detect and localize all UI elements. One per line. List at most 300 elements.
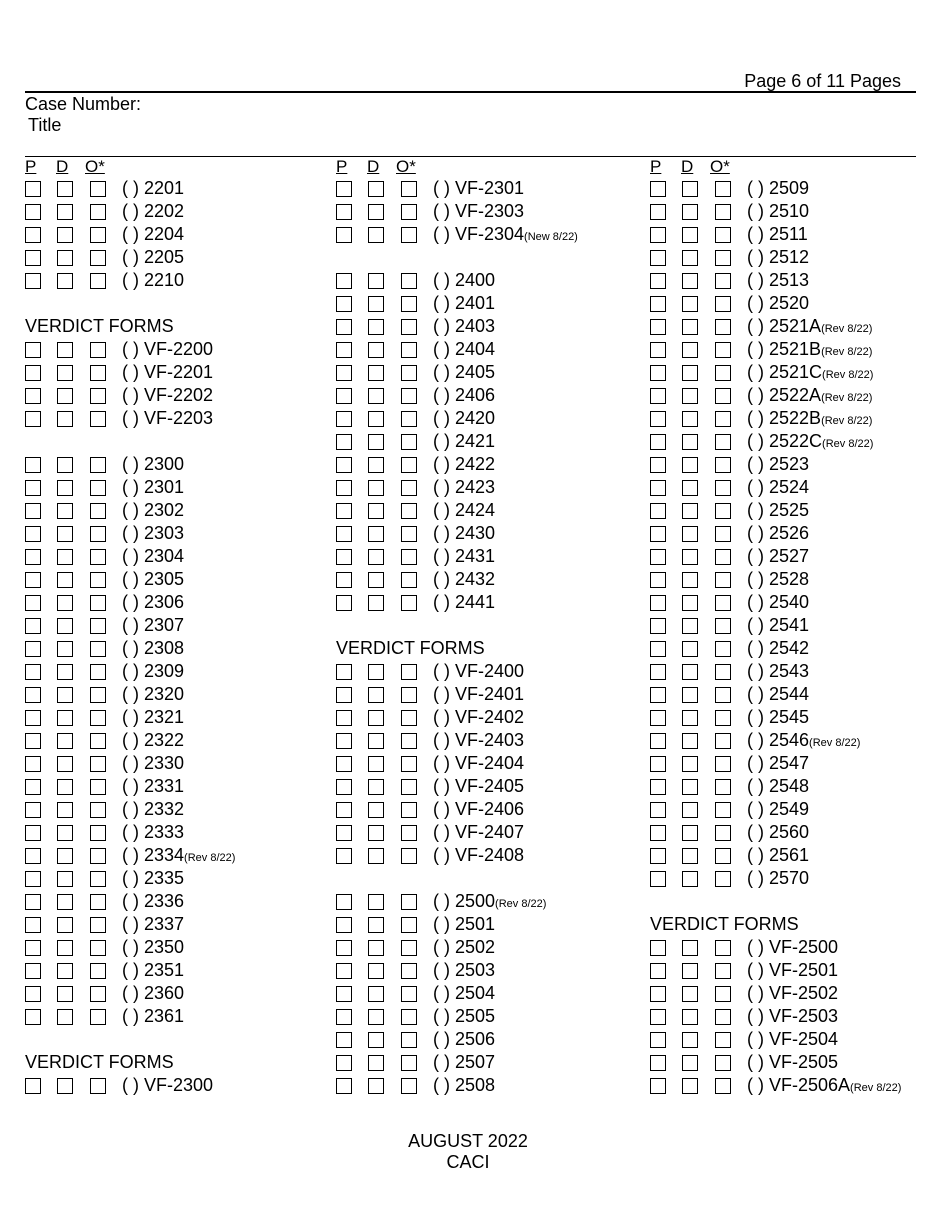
checkbox-o[interactable]	[715, 549, 731, 565]
checkbox-d[interactable]	[682, 250, 698, 266]
checkbox-d[interactable]	[368, 319, 384, 335]
checkbox-p[interactable]	[650, 733, 666, 749]
checkbox-o[interactable]	[90, 641, 106, 657]
checkbox-d[interactable]	[57, 549, 73, 565]
blank-parens[interactable]: ( )	[122, 914, 144, 934]
checkbox-o[interactable]	[401, 986, 417, 1002]
checkbox-o[interactable]	[90, 457, 106, 473]
checkbox-d[interactable]	[368, 963, 384, 979]
checkbox-p[interactable]	[650, 411, 666, 427]
checkbox-d[interactable]	[57, 595, 73, 611]
blank-parens[interactable]: ( )	[433, 293, 455, 313]
checkbox-o[interactable]	[90, 388, 106, 404]
checkbox-p[interactable]	[650, 1009, 666, 1025]
checkbox-d[interactable]	[368, 365, 384, 381]
checkbox-d[interactable]	[682, 181, 698, 197]
blank-parens[interactable]: ( )	[747, 408, 769, 428]
checkbox-p[interactable]	[336, 595, 352, 611]
checkbox-o[interactable]	[401, 664, 417, 680]
checkbox-d[interactable]	[682, 756, 698, 772]
checkbox-o[interactable]	[401, 940, 417, 956]
blank-parens[interactable]: ( )	[747, 316, 769, 336]
checkbox-o[interactable]	[401, 1009, 417, 1025]
blank-parens[interactable]: ( )	[122, 753, 144, 773]
checkbox-o[interactable]	[90, 204, 106, 220]
checkbox-p[interactable]	[336, 549, 352, 565]
checkbox-d[interactable]	[682, 480, 698, 496]
checkbox-p[interactable]	[336, 940, 352, 956]
checkbox-p[interactable]	[650, 365, 666, 381]
blank-parens[interactable]: ( )	[433, 684, 455, 704]
checkbox-d[interactable]	[57, 503, 73, 519]
checkbox-p[interactable]	[650, 273, 666, 289]
checkbox-d[interactable]	[682, 710, 698, 726]
checkbox-p[interactable]	[336, 894, 352, 910]
checkbox-p[interactable]	[650, 181, 666, 197]
checkbox-o[interactable]	[90, 526, 106, 542]
checkbox-p[interactable]	[25, 618, 41, 634]
checkbox-d[interactable]	[682, 434, 698, 450]
checkbox-o[interactable]	[401, 549, 417, 565]
checkbox-p[interactable]	[25, 250, 41, 266]
blank-parens[interactable]: ( )	[433, 270, 455, 290]
checkbox-d[interactable]	[682, 871, 698, 887]
blank-parens[interactable]: ( )	[747, 730, 769, 750]
checkbox-d[interactable]	[368, 1032, 384, 1048]
blank-parens[interactable]: ( )	[122, 638, 144, 658]
checkbox-o[interactable]	[715, 641, 731, 657]
checkbox-d[interactable]	[682, 1009, 698, 1025]
checkbox-d[interactable]	[57, 664, 73, 680]
blank-parens[interactable]: ( )	[747, 523, 769, 543]
checkbox-d[interactable]	[682, 595, 698, 611]
checkbox-p[interactable]	[25, 411, 41, 427]
checkbox-o[interactable]	[715, 687, 731, 703]
checkbox-d[interactable]	[368, 848, 384, 864]
checkbox-o[interactable]	[90, 848, 106, 864]
checkbox-d[interactable]	[368, 710, 384, 726]
blank-parens[interactable]: ( )	[433, 523, 455, 543]
checkbox-p[interactable]	[650, 779, 666, 795]
checkbox-o[interactable]	[715, 1078, 731, 1094]
checkbox-p[interactable]	[336, 710, 352, 726]
checkbox-o[interactable]	[90, 480, 106, 496]
blank-parens[interactable]: ( )	[433, 339, 455, 359]
checkbox-d[interactable]	[682, 986, 698, 1002]
checkbox-d[interactable]	[682, 549, 698, 565]
checkbox-p[interactable]	[336, 526, 352, 542]
checkbox-p[interactable]	[336, 664, 352, 680]
checkbox-p[interactable]	[336, 181, 352, 197]
checkbox-p[interactable]	[25, 480, 41, 496]
checkbox-d[interactable]	[682, 940, 698, 956]
checkbox-p[interactable]	[25, 1078, 41, 1094]
blank-parens[interactable]: ( )	[433, 661, 455, 681]
blank-parens[interactable]: ( )	[122, 454, 144, 474]
checkbox-o[interactable]	[90, 411, 106, 427]
checkbox-d[interactable]	[368, 503, 384, 519]
checkbox-p[interactable]	[336, 963, 352, 979]
checkbox-o[interactable]	[90, 963, 106, 979]
checkbox-p[interactable]	[650, 319, 666, 335]
checkbox-o[interactable]	[90, 250, 106, 266]
checkbox-o[interactable]	[401, 227, 417, 243]
checkbox-d[interactable]	[682, 664, 698, 680]
blank-parens[interactable]: ( )	[122, 776, 144, 796]
checkbox-d[interactable]	[682, 457, 698, 473]
checkbox-o[interactable]	[401, 894, 417, 910]
checkbox-d[interactable]	[57, 779, 73, 795]
checkbox-p[interactable]	[650, 802, 666, 818]
checkbox-d[interactable]	[682, 825, 698, 841]
checkbox-o[interactable]	[715, 1032, 731, 1048]
checkbox-o[interactable]	[90, 894, 106, 910]
checkbox-p[interactable]	[336, 319, 352, 335]
checkbox-o[interactable]	[401, 181, 417, 197]
checkbox-d[interactable]	[682, 733, 698, 749]
blank-parens[interactable]: ( )	[747, 201, 769, 221]
blank-parens[interactable]: ( )	[122, 615, 144, 635]
checkbox-p[interactable]	[25, 641, 41, 657]
checkbox-o[interactable]	[715, 250, 731, 266]
checkbox-d[interactable]	[57, 917, 73, 933]
checkbox-p[interactable]	[650, 848, 666, 864]
checkbox-o[interactable]	[90, 618, 106, 634]
checkbox-o[interactable]	[715, 204, 731, 220]
checkbox-p[interactable]	[336, 733, 352, 749]
checkbox-o[interactable]	[90, 503, 106, 519]
checkbox-d[interactable]	[57, 342, 73, 358]
blank-parens[interactable]: ( )	[122, 661, 144, 681]
blank-parens[interactable]: ( )	[122, 224, 144, 244]
checkbox-d[interactable]	[57, 1009, 73, 1025]
checkbox-p[interactable]	[25, 963, 41, 979]
blank-parens[interactable]: ( )	[747, 385, 769, 405]
blank-parens[interactable]: ( )	[747, 592, 769, 612]
checkbox-d[interactable]	[368, 434, 384, 450]
checkbox-p[interactable]	[25, 227, 41, 243]
checkbox-o[interactable]	[401, 411, 417, 427]
blank-parens[interactable]: ( )	[122, 247, 144, 267]
checkbox-o[interactable]	[715, 825, 731, 841]
checkbox-o[interactable]	[90, 871, 106, 887]
checkbox-o[interactable]	[715, 273, 731, 289]
checkbox-o[interactable]	[401, 572, 417, 588]
checkbox-p[interactable]	[25, 710, 41, 726]
checkbox-p[interactable]	[650, 756, 666, 772]
checkbox-o[interactable]	[90, 986, 106, 1002]
checkbox-p[interactable]	[336, 411, 352, 427]
checkbox-d[interactable]	[682, 526, 698, 542]
checkbox-d[interactable]	[368, 181, 384, 197]
checkbox-o[interactable]	[90, 1078, 106, 1094]
checkbox-p[interactable]	[336, 365, 352, 381]
checkbox-p[interactable]	[650, 227, 666, 243]
checkbox-o[interactable]	[401, 434, 417, 450]
checkbox-o[interactable]	[715, 181, 731, 197]
checkbox-o[interactable]	[401, 917, 417, 933]
checkbox-d[interactable]	[682, 204, 698, 220]
checkbox-d[interactable]	[57, 940, 73, 956]
checkbox-p[interactable]	[650, 204, 666, 220]
checkbox-o[interactable]	[401, 296, 417, 312]
checkbox-p[interactable]	[650, 664, 666, 680]
checkbox-d[interactable]	[57, 618, 73, 634]
checkbox-p[interactable]	[650, 1055, 666, 1071]
checkbox-d[interactable]	[57, 1078, 73, 1094]
checkbox-d[interactable]	[368, 342, 384, 358]
checkbox-p[interactable]	[25, 181, 41, 197]
blank-parens[interactable]: ( )	[747, 293, 769, 313]
checkbox-p[interactable]	[25, 503, 41, 519]
checkbox-o[interactable]	[90, 549, 106, 565]
checkbox-o[interactable]	[715, 1055, 731, 1071]
blank-parens[interactable]: ( )	[122, 983, 144, 1003]
checkbox-d[interactable]	[57, 181, 73, 197]
blank-parens[interactable]: ( )	[747, 960, 769, 980]
checkbox-o[interactable]	[715, 365, 731, 381]
blank-parens[interactable]: ( )	[433, 845, 455, 865]
checkbox-p[interactable]	[336, 342, 352, 358]
checkbox-d[interactable]	[682, 848, 698, 864]
checkbox-p[interactable]	[25, 756, 41, 772]
checkbox-p[interactable]	[650, 1032, 666, 1048]
blank-parens[interactable]: ( )	[433, 224, 455, 244]
checkbox-d[interactable]	[682, 319, 698, 335]
checkbox-o[interactable]	[715, 1009, 731, 1025]
checkbox-d[interactable]	[682, 802, 698, 818]
blank-parens[interactable]: ( )	[122, 592, 144, 612]
checkbox-o[interactable]	[715, 618, 731, 634]
checkbox-d[interactable]	[368, 411, 384, 427]
checkbox-o[interactable]	[715, 526, 731, 542]
blank-parens[interactable]: ( )	[433, 408, 455, 428]
checkbox-d[interactable]	[57, 457, 73, 473]
checkbox-d[interactable]	[368, 595, 384, 611]
checkbox-o[interactable]	[715, 710, 731, 726]
checkbox-p[interactable]	[650, 871, 666, 887]
checkbox-p[interactable]	[650, 963, 666, 979]
blank-parens[interactable]: ( )	[433, 914, 455, 934]
checkbox-o[interactable]	[715, 756, 731, 772]
blank-parens[interactable]: ( )	[122, 178, 144, 198]
checkbox-o[interactable]	[401, 319, 417, 335]
checkbox-d[interactable]	[57, 871, 73, 887]
checkbox-p[interactable]	[650, 388, 666, 404]
checkbox-d[interactable]	[368, 894, 384, 910]
checkbox-d[interactable]	[682, 296, 698, 312]
checkbox-o[interactable]	[715, 871, 731, 887]
checkbox-p[interactable]	[650, 250, 666, 266]
checkbox-p[interactable]	[25, 871, 41, 887]
blank-parens[interactable]: ( )	[433, 477, 455, 497]
checkbox-o[interactable]	[90, 756, 106, 772]
checkbox-d[interactable]	[368, 457, 384, 473]
checkbox-o[interactable]	[90, 227, 106, 243]
checkbox-p[interactable]	[25, 917, 41, 933]
checkbox-d[interactable]	[57, 733, 73, 749]
checkbox-p[interactable]	[25, 986, 41, 1002]
blank-parens[interactable]: ( )	[747, 270, 769, 290]
blank-parens[interactable]: ( )	[122, 845, 144, 865]
blank-parens[interactable]: ( )	[747, 776, 769, 796]
blank-parens[interactable]: ( )	[747, 753, 769, 773]
checkbox-p[interactable]	[25, 572, 41, 588]
checkbox-o[interactable]	[401, 595, 417, 611]
checkbox-d[interactable]	[57, 825, 73, 841]
checkbox-o[interactable]	[715, 434, 731, 450]
checkbox-o[interactable]	[401, 457, 417, 473]
checkbox-d[interactable]	[57, 802, 73, 818]
blank-parens[interactable]: ( )	[747, 1029, 769, 1049]
checkbox-p[interactable]	[25, 779, 41, 795]
checkbox-d[interactable]	[682, 963, 698, 979]
blank-parens[interactable]: ( )	[122, 339, 144, 359]
checkbox-o[interactable]	[401, 526, 417, 542]
checkbox-o[interactable]	[401, 1055, 417, 1071]
checkbox-p[interactable]	[25, 894, 41, 910]
blank-parens[interactable]: ( )	[747, 546, 769, 566]
checkbox-d[interactable]	[682, 503, 698, 519]
checkbox-p[interactable]	[25, 365, 41, 381]
checkbox-p[interactable]	[25, 664, 41, 680]
checkbox-d[interactable]	[682, 1078, 698, 1094]
blank-parens[interactable]: ( )	[122, 1075, 144, 1095]
blank-parens[interactable]: ( )	[122, 822, 144, 842]
blank-parens[interactable]: ( )	[747, 707, 769, 727]
checkbox-d[interactable]	[682, 342, 698, 358]
checkbox-d[interactable]	[368, 802, 384, 818]
checkbox-d[interactable]	[368, 526, 384, 542]
checkbox-p[interactable]	[336, 1032, 352, 1048]
checkbox-p[interactable]	[650, 503, 666, 519]
checkbox-p[interactable]	[650, 986, 666, 1002]
checkbox-o[interactable]	[90, 687, 106, 703]
checkbox-p[interactable]	[336, 273, 352, 289]
checkbox-p[interactable]	[336, 572, 352, 588]
blank-parens[interactable]: ( )	[122, 1006, 144, 1026]
checkbox-d[interactable]	[682, 572, 698, 588]
checkbox-o[interactable]	[90, 273, 106, 289]
checkbox-d[interactable]	[368, 779, 384, 795]
blank-parens[interactable]: ( )	[122, 684, 144, 704]
blank-parens[interactable]: ( )	[747, 454, 769, 474]
checkbox-d[interactable]	[368, 917, 384, 933]
checkbox-o[interactable]	[715, 664, 731, 680]
checkbox-p[interactable]	[650, 1078, 666, 1094]
checkbox-o[interactable]	[401, 848, 417, 864]
checkbox-p[interactable]	[336, 503, 352, 519]
blank-parens[interactable]: ( )	[122, 385, 144, 405]
checkbox-p[interactable]	[650, 710, 666, 726]
blank-parens[interactable]: ( )	[433, 753, 455, 773]
blank-parens[interactable]: ( )	[747, 1075, 769, 1095]
blank-parens[interactable]: ( )	[433, 1006, 455, 1026]
checkbox-o[interactable]	[90, 342, 106, 358]
checkbox-p[interactable]	[25, 595, 41, 611]
checkbox-o[interactable]	[401, 825, 417, 841]
checkbox-p[interactable]	[650, 641, 666, 657]
checkbox-p[interactable]	[336, 986, 352, 1002]
checkbox-p[interactable]	[650, 687, 666, 703]
blank-parens[interactable]: ( )	[747, 1006, 769, 1026]
checkbox-d[interactable]	[57, 848, 73, 864]
checkbox-p[interactable]	[336, 917, 352, 933]
checkbox-o[interactable]	[715, 733, 731, 749]
checkbox-d[interactable]	[682, 687, 698, 703]
blank-parens[interactable]: ( )	[747, 569, 769, 589]
checkbox-o[interactable]	[401, 503, 417, 519]
blank-parens[interactable]: ( )	[122, 500, 144, 520]
blank-parens[interactable]: ( )	[433, 592, 455, 612]
checkbox-o[interactable]	[401, 204, 417, 220]
checkbox-o[interactable]	[401, 756, 417, 772]
checkbox-p[interactable]	[336, 779, 352, 795]
checkbox-o[interactable]	[90, 181, 106, 197]
blank-parens[interactable]: ( )	[122, 799, 144, 819]
checkbox-d[interactable]	[368, 733, 384, 749]
checkbox-o[interactable]	[90, 664, 106, 680]
checkbox-p[interactable]	[25, 733, 41, 749]
checkbox-p[interactable]	[650, 480, 666, 496]
checkbox-p[interactable]	[650, 618, 666, 634]
checkbox-p[interactable]	[336, 848, 352, 864]
checkbox-o[interactable]	[90, 733, 106, 749]
blank-parens[interactable]: ( )	[122, 270, 144, 290]
checkbox-p[interactable]	[25, 940, 41, 956]
checkbox-o[interactable]	[715, 388, 731, 404]
blank-parens[interactable]: ( )	[747, 845, 769, 865]
blank-parens[interactable]: ( )	[433, 799, 455, 819]
checkbox-o[interactable]	[715, 779, 731, 795]
blank-parens[interactable]: ( )	[122, 868, 144, 888]
checkbox-o[interactable]	[90, 779, 106, 795]
checkbox-d[interactable]	[57, 986, 73, 1002]
blank-parens[interactable]: ( )	[747, 822, 769, 842]
checkbox-d[interactable]	[682, 779, 698, 795]
checkbox-p[interactable]	[650, 434, 666, 450]
checkbox-d[interactable]	[368, 825, 384, 841]
checkbox-o[interactable]	[715, 503, 731, 519]
blank-parens[interactable]: ( )	[122, 569, 144, 589]
blank-parens[interactable]: ( )	[122, 937, 144, 957]
checkbox-o[interactable]	[715, 595, 731, 611]
blank-parens[interactable]: ( )	[433, 1052, 455, 1072]
checkbox-o[interactable]	[401, 779, 417, 795]
blank-parens[interactable]: ( )	[433, 776, 455, 796]
checkbox-d[interactable]	[368, 986, 384, 1002]
checkbox-p[interactable]	[25, 526, 41, 542]
blank-parens[interactable]: ( )	[747, 937, 769, 957]
checkbox-o[interactable]	[401, 802, 417, 818]
checkbox-p[interactable]	[25, 273, 41, 289]
checkbox-d[interactable]	[57, 250, 73, 266]
checkbox-o[interactable]	[715, 986, 731, 1002]
blank-parens[interactable]: ( )	[747, 1052, 769, 1072]
checkbox-p[interactable]	[336, 802, 352, 818]
checkbox-o[interactable]	[715, 940, 731, 956]
blank-parens[interactable]: ( )	[433, 707, 455, 727]
checkbox-p[interactable]	[25, 825, 41, 841]
blank-parens[interactable]: ( )	[747, 868, 769, 888]
blank-parens[interactable]: ( )	[747, 661, 769, 681]
checkbox-o[interactable]	[90, 572, 106, 588]
checkbox-p[interactable]	[650, 825, 666, 841]
blank-parens[interactable]: ( )	[747, 339, 769, 359]
checkbox-o[interactable]	[715, 342, 731, 358]
checkbox-o[interactable]	[715, 457, 731, 473]
checkbox-p[interactable]	[25, 204, 41, 220]
